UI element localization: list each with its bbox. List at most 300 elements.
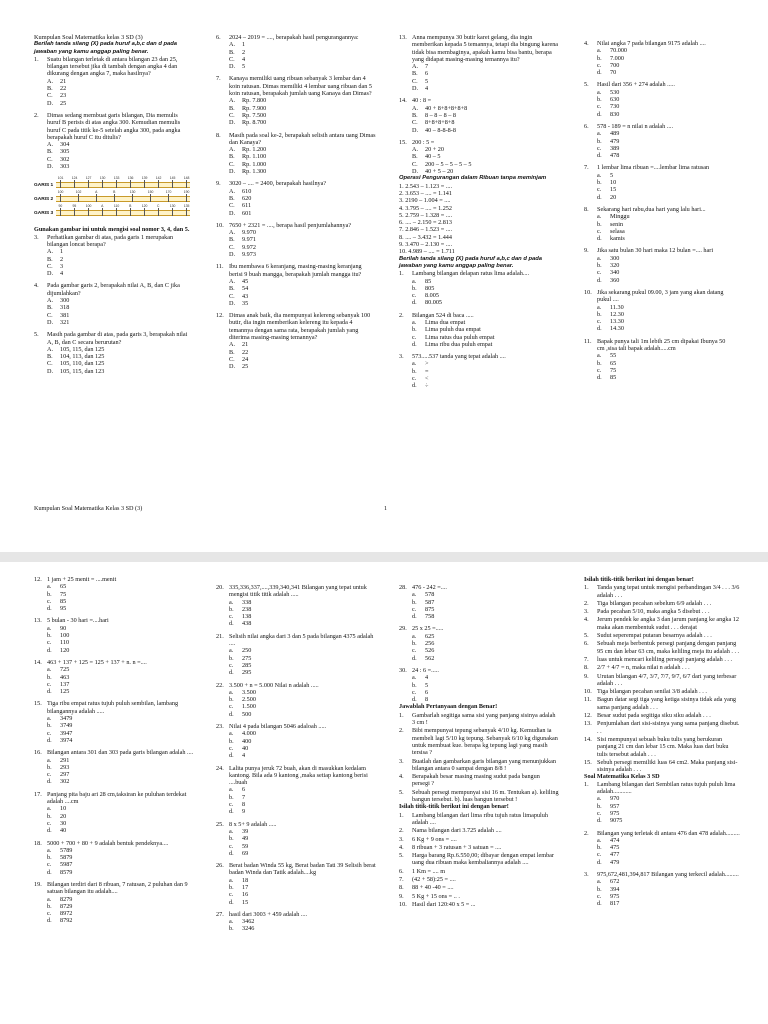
answer-option xyxy=(216,293,376,300)
number-line-tick-label: 130 xyxy=(99,176,106,181)
item-number: 2. xyxy=(584,599,589,607)
question-text: 7650 + 2321 = ...., berapa hasil penjumlahannya? xyxy=(229,221,352,229)
option-letter: d. xyxy=(597,900,602,908)
option-letter: A. xyxy=(229,146,236,154)
option-text: 65 xyxy=(60,583,67,591)
question-number: 7. xyxy=(584,164,589,172)
option-text: 137 xyxy=(60,680,70,688)
answer-option xyxy=(216,877,376,884)
option-text: 3462 xyxy=(242,918,255,926)
option-letter: D. xyxy=(47,367,54,375)
question-item xyxy=(216,132,376,176)
question-stem xyxy=(399,667,559,674)
numbered-item xyxy=(584,656,740,663)
option-text: 20 xyxy=(610,193,617,201)
option-letter: B. xyxy=(229,194,235,202)
question-number: 8. xyxy=(584,205,589,213)
option-text: 957 xyxy=(610,802,620,810)
question-number: 9. xyxy=(216,180,221,188)
option-letter: a. xyxy=(229,688,234,696)
option-text: 381 xyxy=(60,311,70,319)
option-letter: B. xyxy=(47,304,53,312)
option-text: 3947 xyxy=(60,729,73,737)
option-text: 16 xyxy=(242,891,249,899)
option-letter: a. xyxy=(597,88,602,96)
option-letter: C. xyxy=(47,360,53,368)
item-text: Penjumlahan dari sisi-sisinya yang sama panjang disebut. . . xyxy=(597,720,740,735)
option-letter: a. xyxy=(47,846,52,854)
option-text: Lima ratus dua puluh empat xyxy=(425,333,495,341)
option-letter: b. xyxy=(229,737,234,745)
option-letter: c. xyxy=(47,910,52,918)
option-text: 275 xyxy=(242,654,252,662)
section-heading: Soal Matematika Kelas 3 SD xyxy=(584,773,660,781)
option-text: 975 xyxy=(610,892,620,900)
answer-option xyxy=(399,606,559,613)
question-number: 3. xyxy=(584,870,589,878)
answer-option xyxy=(584,367,734,374)
option-letter: c. xyxy=(597,103,602,111)
option-letter: c. xyxy=(597,809,602,817)
option-text: 24 xyxy=(242,355,249,363)
option-letter: d. xyxy=(597,325,602,333)
option-letter: a. xyxy=(412,674,417,682)
question-stem xyxy=(584,830,740,837)
question-list xyxy=(34,576,194,925)
answer-option xyxy=(399,360,559,367)
answer-option xyxy=(216,49,376,56)
option-text: 40 – 5 xyxy=(425,153,441,161)
numbered-item xyxy=(584,584,740,599)
option-text: 70.000 xyxy=(610,47,628,55)
option-text: 5 xyxy=(610,171,614,179)
option-text: Rp. 1.100 xyxy=(242,153,267,161)
option-text: 478 xyxy=(610,152,620,160)
answer-option xyxy=(34,368,190,375)
number-line-tick-label: 90 xyxy=(58,204,63,209)
numbered-item xyxy=(399,868,559,875)
question-list xyxy=(584,781,740,908)
question-stem xyxy=(216,682,376,689)
question-stem xyxy=(34,617,194,624)
question-text: Jika sekarang pukul 09.00, 3 jam yang akan datang pukul .... xyxy=(597,288,724,304)
operation-item: 9. 3.470 – 2.130 = .... xyxy=(399,241,452,249)
answer-option xyxy=(584,817,740,824)
number-line-tick-label: 190 xyxy=(183,190,190,195)
answer-option xyxy=(216,119,376,126)
option-letter: B. xyxy=(412,153,418,161)
option-letter: a. xyxy=(229,647,234,655)
item-number: 4. xyxy=(399,773,404,781)
option-letter: A. xyxy=(229,277,236,285)
item-text: Gambarlah segitiga sama sisi yang panjang sisinya adalah 3 cm ! xyxy=(412,711,556,727)
section-heading: Isilah titik-titik berikut ini dengan benar! xyxy=(399,803,509,811)
question-number: 3. xyxy=(34,233,39,241)
number-line-tick-label: 130 xyxy=(169,204,176,209)
option-letter: D. xyxy=(229,363,236,371)
answer-option xyxy=(399,633,559,640)
option-letter: d. xyxy=(597,276,602,284)
option-letter: B. xyxy=(229,348,235,356)
operation-item: 4. 3.795 – .... = 1.252 xyxy=(399,204,452,212)
answer-option xyxy=(216,356,376,363)
question-stem xyxy=(216,911,376,918)
question-item xyxy=(34,881,194,925)
option-text: 7.000 xyxy=(610,54,624,62)
question-item xyxy=(399,584,559,620)
option-text: 10 xyxy=(60,805,67,813)
option-text: 105, 115, dan 123 xyxy=(60,367,105,375)
number-line-tick-label: 148 xyxy=(183,176,190,181)
item-number: 6. xyxy=(399,867,404,875)
option-letter: A. xyxy=(47,248,54,256)
option-letter: C. xyxy=(229,111,235,119)
answer-option xyxy=(216,835,376,842)
option-letter: a. xyxy=(47,756,52,764)
question-number: 21. xyxy=(216,632,224,640)
question-stem xyxy=(34,749,194,756)
answer-option xyxy=(216,662,376,669)
option-letter: b. xyxy=(412,598,417,606)
answer-option xyxy=(34,722,194,729)
question-text: Hasil dari 356 + 274 adalah ..... xyxy=(597,81,675,89)
question-item xyxy=(584,81,734,117)
question-stem xyxy=(584,40,734,47)
option-letter: b. xyxy=(597,802,602,810)
item-number: 5. xyxy=(584,632,589,640)
numbered-item xyxy=(399,852,559,867)
option-text: 530 xyxy=(610,88,620,96)
option-text: 4 xyxy=(242,55,246,63)
option-text: 13.30 xyxy=(610,318,624,326)
option-text: 5789 xyxy=(60,846,73,854)
question-text: 5 bulan - 30 hari =....hari xyxy=(47,617,109,625)
option-letter: a. xyxy=(412,591,417,599)
question-stem xyxy=(584,206,734,213)
answer-option xyxy=(399,78,559,85)
fill-list xyxy=(399,812,559,909)
answer-option xyxy=(399,382,559,389)
option-letter: D. xyxy=(47,163,54,171)
option-text: 21 xyxy=(242,341,249,349)
numbered-item xyxy=(399,812,559,827)
option-letter: B. xyxy=(229,104,235,112)
option-letter: B. xyxy=(47,85,53,93)
numbered-item xyxy=(399,876,559,883)
option-text: 104, 113, dan 125 xyxy=(60,353,105,361)
option-text: 725 xyxy=(60,666,70,674)
question-item xyxy=(216,584,376,628)
option-letter: d. xyxy=(597,152,602,160)
option-letter: b. xyxy=(229,654,234,662)
question-stem xyxy=(34,331,190,346)
numbered-item xyxy=(399,758,559,773)
number-line-tick-label: B xyxy=(113,190,116,195)
question-list xyxy=(399,34,559,175)
option-letter: b. xyxy=(412,640,417,648)
question-number: 25. xyxy=(216,820,224,828)
answer-option xyxy=(34,263,190,270)
item-number: 3. xyxy=(399,757,404,765)
question-item xyxy=(216,263,376,307)
option-text: 300 xyxy=(60,297,70,305)
option-letter: d. xyxy=(412,613,417,621)
option-letter: D. xyxy=(412,85,419,93)
option-text: 43 xyxy=(242,292,249,300)
answer-option xyxy=(34,903,194,910)
question-number: 28. xyxy=(399,584,407,591)
item-text: Bagun datar segi tiga yang ketiga sisinya tidak ada yang sama panjang adalah . . . xyxy=(597,696,737,711)
item-number: 3. xyxy=(399,835,404,843)
answer-option xyxy=(399,63,559,70)
option-letter: c. xyxy=(229,891,234,899)
option-text: 9.972 xyxy=(242,243,256,251)
option-letter: D. xyxy=(229,119,236,127)
item-text: Sebuah meja berbentuk persegi panjang dengan panjang 95 cm dan lebar 63 cm, maka keliling meja itu adalah . . . xyxy=(597,640,740,655)
option-text: 9075 xyxy=(610,817,623,825)
page-footer: Kumpulan Soal Matematika Kelas 3 SD (3) xyxy=(34,505,143,512)
option-text: < xyxy=(425,375,429,383)
question-stem xyxy=(216,180,376,187)
item-text: 6 Kg + 9 ons = .... xyxy=(412,835,457,843)
option-letter: a. xyxy=(229,598,234,606)
question-number: 4. xyxy=(584,40,589,47)
option-letter: A. xyxy=(47,297,54,305)
option-text: 479 xyxy=(610,137,620,145)
option-letter: c. xyxy=(412,688,417,696)
question-stem xyxy=(216,34,376,41)
option-text: 303 xyxy=(60,163,70,171)
answer-option xyxy=(399,70,559,77)
option-text: 3246 xyxy=(242,925,255,933)
numbered-item xyxy=(584,712,740,719)
number-line-tick-label: 102 xyxy=(75,190,82,195)
option-text: 8+8+8+8+8 xyxy=(425,119,455,127)
question-stem xyxy=(34,576,194,583)
answer-option xyxy=(34,85,190,92)
answer-option xyxy=(584,325,734,332)
item-number: 4. xyxy=(399,843,404,851)
numbered-item xyxy=(584,640,740,655)
item-text: Jerum pendek ke angka 3 dan jarum panjang ke angka 12 maka akan membentuk sudut . . . derajat xyxy=(597,616,739,631)
answer-option xyxy=(584,269,734,276)
item-text: luas untuk mencari keliling persegi panjang adalah . . . xyxy=(597,655,733,663)
option-letter: C. xyxy=(412,160,418,168)
number-line-tick-label: 135 xyxy=(183,204,190,209)
item-text: Bibi mempunyai tepung sebanyak 4/10 kg. Kemudian ia membeli lagi 5/10 kg tepung. Sebanyak 6/10 kg digunakan untuk membuat kue. berapa kg tepung lagi yang masih tersisa ? xyxy=(412,727,558,757)
item-number: 4. xyxy=(584,616,589,624)
answer-option xyxy=(34,319,190,326)
answer-option xyxy=(34,778,194,785)
numbered-item xyxy=(399,789,559,804)
option-text: 479 xyxy=(610,858,620,866)
question-item xyxy=(216,821,376,857)
question-text: 5000 + 700 + 80 + 9 adalah bentuk pendeknya.... xyxy=(47,839,169,847)
numbered-item xyxy=(399,727,559,756)
numbered-item xyxy=(584,616,740,631)
option-letter: C. xyxy=(47,262,53,270)
question-item xyxy=(584,40,734,76)
answer-option xyxy=(216,730,376,737)
option-letter: D. xyxy=(229,168,236,176)
answer-option xyxy=(34,270,190,277)
number-line-tick-label: 150 xyxy=(147,190,154,195)
answer-option xyxy=(34,730,194,737)
answer-option xyxy=(584,851,740,858)
page1-column-1 xyxy=(34,34,190,375)
option-letter: b. xyxy=(597,179,602,187)
answer-option xyxy=(216,251,376,258)
question-stem xyxy=(216,312,376,341)
answer-option xyxy=(584,103,734,110)
question-item xyxy=(216,682,376,718)
option-text: 8 xyxy=(242,801,246,809)
question-text: Ibu membawa 6 keranjang, masing-masing keranjang berisi 9 buah mangga, berapakah jumlah mangga itu? xyxy=(229,263,362,278)
number-line-tick-label: A xyxy=(95,190,98,195)
item-text: Sudut seperempat putaran besarnya adalah . . . xyxy=(597,632,712,640)
option-letter: d. xyxy=(47,778,52,786)
question-stem xyxy=(584,289,734,304)
answer-option xyxy=(399,599,559,606)
option-letter: d. xyxy=(597,193,602,201)
option-letter: d. xyxy=(229,710,234,718)
answer-option xyxy=(216,899,376,906)
item-text: 8 ribuan + 3 ratusan + 3 satuan = .... xyxy=(412,843,502,851)
answer-option xyxy=(34,820,194,827)
option-text: 300 xyxy=(610,254,620,262)
question-item xyxy=(34,576,194,612)
option-text: 3479 xyxy=(60,715,73,723)
option-text: 970 xyxy=(610,795,620,803)
answer-option xyxy=(216,613,376,620)
number-line-track xyxy=(56,176,190,188)
question-text: Masih pada gambar di atas, pada garis 3, berapakah nilai A, B, dan C secara berurutan? xyxy=(47,331,188,346)
question-text: Tiga ribu empat ratus tujuh puluh sembilan, lambang bilangannya adalah ..... xyxy=(47,700,179,715)
option-text: 20 xyxy=(60,812,67,820)
answer-option xyxy=(399,696,559,703)
option-letter: d. xyxy=(412,654,417,662)
number-lines-figure xyxy=(34,178,190,220)
answer-option xyxy=(584,89,734,96)
question-text: Bilangan 524 di baca ..... xyxy=(412,311,474,319)
question-number: 30. xyxy=(399,666,407,674)
answer-option xyxy=(34,737,194,744)
option-text: 338 xyxy=(242,598,252,606)
option-text: 875 xyxy=(425,605,435,613)
option-text: 21 xyxy=(60,77,67,85)
answer-option xyxy=(584,55,734,62)
option-letter: d. xyxy=(597,374,602,382)
number-line-tick-label: 170 xyxy=(165,190,172,195)
option-text: Rp. 1.300 xyxy=(242,168,267,176)
option-letter: c. xyxy=(597,144,602,152)
question-text: 200 : 5 = xyxy=(412,138,435,146)
question-stem xyxy=(216,723,376,730)
question-number: 10. xyxy=(584,288,592,296)
option-text: 22 xyxy=(60,85,67,93)
option-text: 394 xyxy=(610,885,620,893)
answer-option xyxy=(584,360,734,367)
option-text: 40 xyxy=(60,827,67,835)
option-text: 90 xyxy=(60,624,67,632)
option-text: Lima ribu dua puluh empat xyxy=(425,340,493,348)
option-letter: b. xyxy=(47,763,52,771)
option-letter: d. xyxy=(229,849,234,857)
option-text: 5879 xyxy=(60,854,73,862)
question-item xyxy=(399,270,559,306)
option-letter: d. xyxy=(597,235,602,243)
numbered-item xyxy=(399,844,559,851)
question-text: 335,336,337,....,339,340,341 Bilangan yang tepat untuk mengisi titik titik adalah ..... xyxy=(229,584,367,599)
option-letter: D. xyxy=(229,251,236,259)
answer-option xyxy=(584,352,734,359)
item-number: 15. xyxy=(584,758,592,766)
option-text: 105, 115, dan 125 xyxy=(60,345,105,353)
option-text: 6 xyxy=(425,70,429,78)
number-line-tick-label: 100 xyxy=(57,190,64,195)
answer-option xyxy=(399,334,559,341)
question-number: 1. xyxy=(34,55,39,63)
answer-option xyxy=(216,918,376,925)
page-separator xyxy=(0,552,768,562)
numbered-item xyxy=(584,720,740,735)
option-text: 291 xyxy=(60,756,70,764)
fill-list xyxy=(584,584,740,773)
answer-option xyxy=(216,620,376,627)
option-text: 610 xyxy=(242,187,252,195)
option-letter: b. xyxy=(597,310,602,318)
option-text: ÷ xyxy=(425,382,429,390)
option-text: 389 xyxy=(610,144,620,152)
option-letter: d. xyxy=(229,669,234,677)
option-letter: a. xyxy=(597,171,602,179)
option-letter: c. xyxy=(597,318,602,326)
item-text: Besar sudut pada segitiga siku siku adalah . . . xyxy=(597,712,711,720)
option-text: 320 xyxy=(610,262,620,270)
numbered-item xyxy=(399,901,559,908)
option-letter: c. xyxy=(597,366,602,374)
item-number: 6. xyxy=(584,640,589,648)
question-stem xyxy=(216,132,376,147)
option-text: 4 xyxy=(60,270,64,278)
option-letter: b. xyxy=(229,835,234,843)
answer-option xyxy=(584,111,734,118)
question-number: 18. xyxy=(34,839,42,847)
question-item xyxy=(584,164,734,200)
option-letter: A. xyxy=(412,63,419,71)
answer-option xyxy=(216,606,376,613)
option-text: 2 xyxy=(60,255,64,263)
answer-option xyxy=(216,689,376,696)
question-text: 573.....537 tanda yang tepat adalah .... xyxy=(412,353,506,361)
number-line-tick-label: 136 xyxy=(127,176,134,181)
answer-option xyxy=(216,188,376,195)
option-text: 8792 xyxy=(60,917,73,925)
option-text: 8 xyxy=(425,696,429,704)
option-text: 18 xyxy=(242,876,249,884)
question-stem xyxy=(584,781,740,796)
question-item xyxy=(216,723,376,759)
question-item xyxy=(34,791,194,835)
option-letter: c. xyxy=(597,227,602,235)
answer-option xyxy=(34,910,194,917)
page2-column-4 xyxy=(584,576,740,907)
question-list xyxy=(34,56,190,170)
option-text: 474 xyxy=(610,836,620,844)
option-text: 8579 xyxy=(60,868,73,876)
operation-item: 1. 2.543 – 1.123 = .... xyxy=(399,182,452,190)
answer-option xyxy=(216,828,376,835)
